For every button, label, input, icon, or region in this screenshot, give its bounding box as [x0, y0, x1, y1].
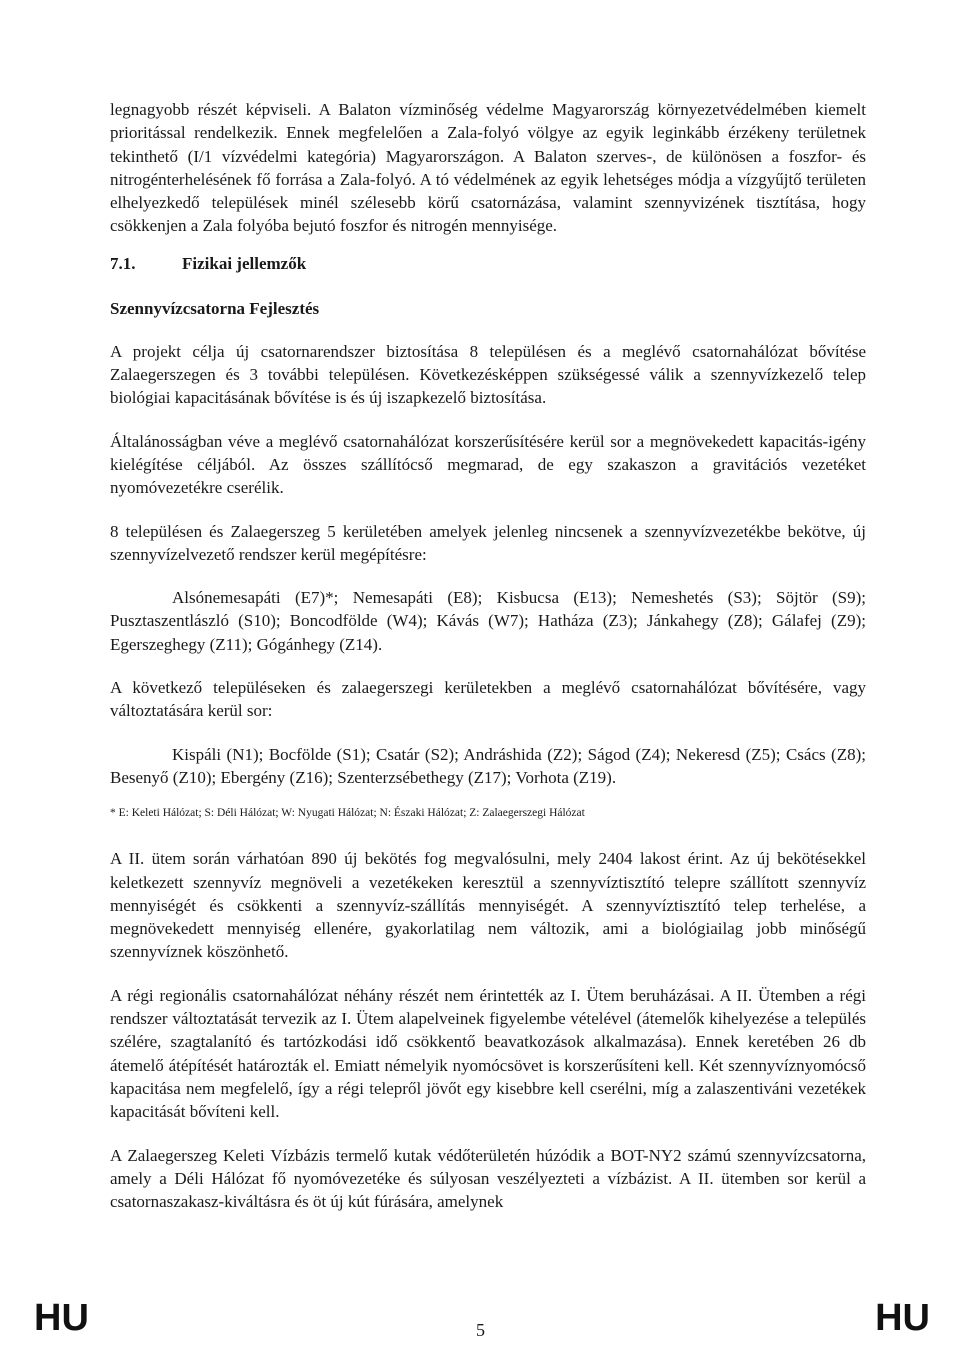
project-goal-paragraph: A projekt célja új csatornarendszer biztosítása 8 településen és a meglévő csatornahálózat bővítése Zalaegerszegen és 3 további településen. Következésképpen szükségessé válik a szennyvízkezelő telep biológiai kapacitásának bővítése is és új iszapkezelő biztosítása. — [110, 341, 866, 408]
new-network-intro-paragraph: 8 településen és Zalaegerszeg 5 kerületében amelyek jelenleg nincsenek a szennyvízvezetékbe bekötve, új szennyvízelvezető rendszer kerül megépítésre: — [110, 521, 866, 564]
water-base-paragraph: A Zalaegerszeg Keleti Vízbázis termelő kutak védőterületén húzódik a BOT-NY2 számú szennyvízcsatorna, amely a Déli Hálózat fő nyomóvezetéke és súlyosan veszélyezteti a vízbázist. A II. ütemben sor kerül a csatornaszakasz-kiváltásra és öt új kút fúrására, amelynek — [110, 1145, 866, 1212]
extension-intro-paragraph: A következő településeken és zalaegerszegi kerületekben a meglévő csatornahálózat bővítésére, vagy változtatására kerül sor: — [110, 678, 866, 721]
section-number: 7.1. — [110, 253, 136, 273]
document-page — [110, 98, 866, 1233]
extension-settlement-list — [110, 743, 866, 790]
new-network-list-text: Alsónemesapáti (E7)*; Nemesapáti (E8); Kisbucsa (E13); Nemeshetés (S3); Söjtör (S9); Pusztaszentlászló (S10); Boncodfölde (W4); Kávás (W7); Hatháza (Z3); Jánkahegy (Z8); Gálafej (Z9); Egerszeghegy (Z11); Gógánhegy (Z14). — [110, 588, 866, 654]
footer-country-mark-left: HU — [34, 1297, 89, 1339]
page-number: 5 — [476, 1320, 485, 1340]
subsection-heading: Szennyvízcsatorna Fejlesztés — [110, 298, 320, 318]
phase-two-paragraph: A II. ütem során várhatóan 890 új bekötés fog megvalósulni, mely 2404 lakost érint. Az új bekötésekkel keletkezett szennyvíz megnöveli a vezetékeken keresztül a szennyvíztisztító telepre szállított szennyvíz mennyiségét és csökkenti a szennyvíz-szállítás mennyiségét. A szennyvíztisztító telep terhelése, a megnövekedett mennyiség ellenére, gyakorlatilag nem változik, ami a biológiailag jobb minőségű szennyvíznek köszönhető. — [110, 849, 866, 962]
section-heading — [110, 252, 866, 275]
section-title: Fizikai jellemzők — [182, 253, 307, 273]
regional-network-paragraph: A régi regionális csatornahálózat néhány részét nem érintették az I. Ütem beruházásai. A II. Ütemben a régi rendszer változtatását tervezik az I. Ütem alapelveinek figyelembe vételével (átemelők kihelyezése a település szélére, szagtalanító és tartózkodási idő csökkentő beavatkozások alkalmazása). Ennek keretében 26 db átemelő átépítését határozták el. Emiatt némelyik nyomócsövet is korszerűsíteni kell. Két szennyvíznyomócső kapacitása nem megfelelő, így a régi telepről jövőt egy kisebbre kell cserélni, míg a zalaszentiváni vezetékek kapacitását bővíteni kell. — [110, 985, 866, 1122]
footer-country-mark-right: HU — [875, 1297, 930, 1339]
extension-list-text: Kispáli (N1); Bocfölde (S1); Csatár (S2); Andráshida (Z2); Ságod (Z4); Nekeresd (Z5); Csács (Z8); Besenyő (Z10); Ebergény (Z16); Szenterzsébethegy (Z17); Vorhota (Z19). — [110, 744, 866, 787]
intro-paragraph: legnagyobb részét képviseli. A Balaton vízminőség védelme Magyarország környezetvédelmében kiemelt prioritással rendelkezik. Ennek megfelelően a Zala-folyó völgye az egyik leginkább érzékeny területnek tekinthető (I/1 vízvédelmi kategória) Magyarországon. A Balaton szerves-, de különösen a foszfor- és nitrogénterhelésének fő forrása a Zala-folyó. A tó védelmének az egyik lehetséges módja a vízgyűjtő területen elhelyezkedő települések minél szélesebb körű csatornázása, valamint szennyvizének tisztítása, hogy csökkenjen a Zala folyóba bejutó foszfor és nitrogén mennyisége. — [110, 100, 866, 236]
modernization-paragraph: Általánosságban véve a meglévő csatornahálózat korszerűsítésére kerül sor a megnövekedett kapacitás-igény kielégítése céljából. Az összes szállítócső megmarad, de egy szakaszon a gravitációs vezetéket nyomóvezetékre cserélik. — [110, 431, 866, 498]
network-footnote: * E: Keleti Hálózat; S: Déli Hálózat; W: Nyugati Hálózat; N: Északi Hálózat; Z: Zalaegerszegi Hálózat — [110, 807, 585, 820]
new-network-settlement-list — [110, 586, 866, 656]
